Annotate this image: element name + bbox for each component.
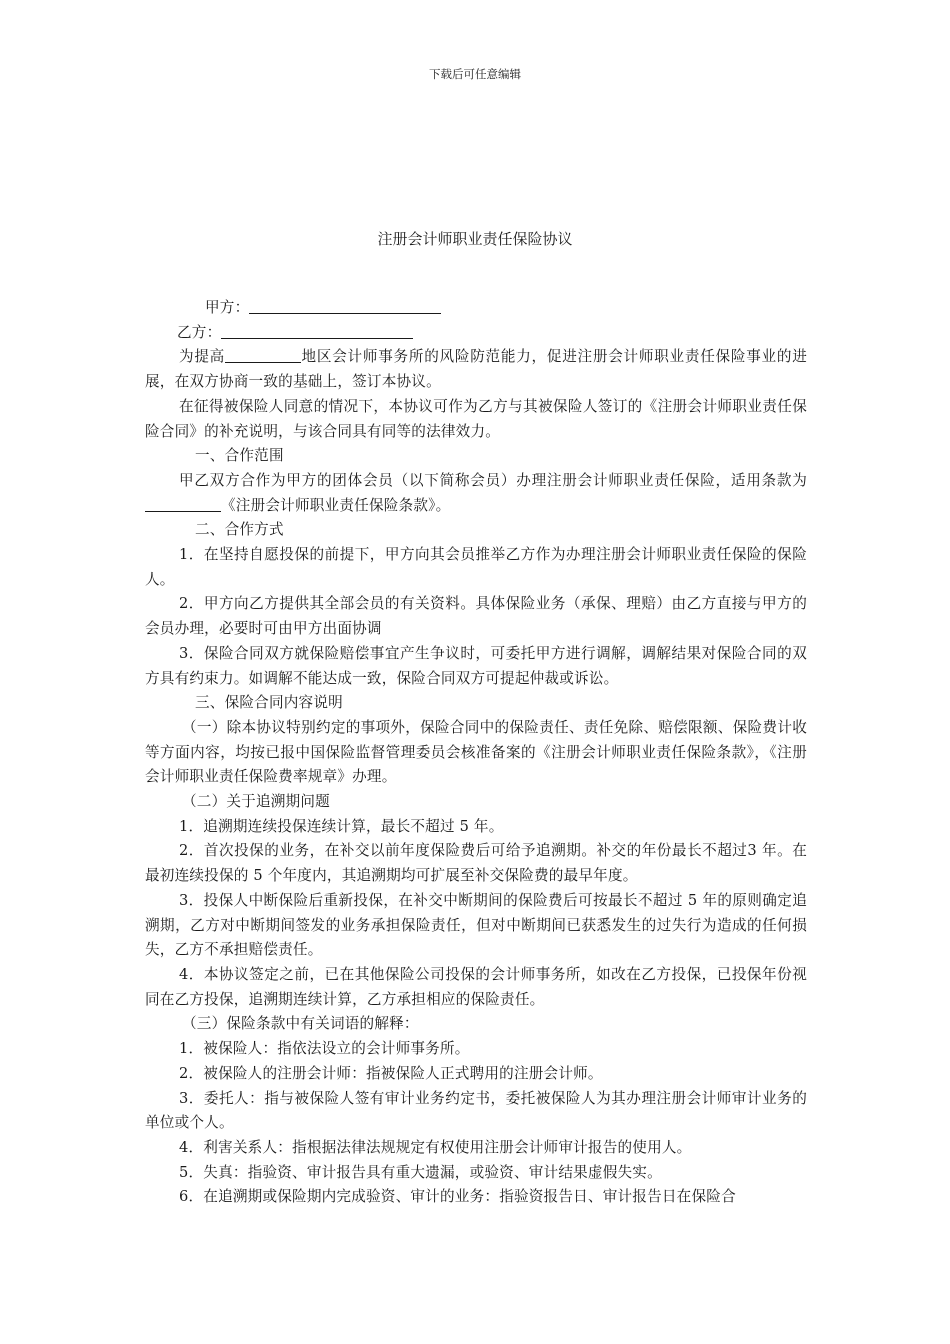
section-3-part-3-item-5: 5．失真：指验资、审计报告具有重大遗漏，或验资、审计结果虚假失实。 [179,1163,662,1181]
section-3-part-2-item-2: 2．首次投保的业务，在补交以前年度保险费后可给予追溯期。补交的年份最长不超过3 年。在最初连续投保的 5 个年度内，其追溯期均可扩展至补交保险费的最早年度。 [145,842,807,885]
party-a-blank [249,298,441,314]
document-title: 注册会计师职业责任保险协议 [377,230,573,248]
page-header: 下载后可任意编辑 [429,67,521,81]
section-3-heading: 三、保险合同内容说明 [195,694,343,712]
section-3-part-2-heading: （二）关于追溯期问题 [182,793,330,811]
section-3-part-3-item-1: 1．被保险人：指依法设立的会计师事务所。 [179,1040,470,1058]
section-2-item-3: 3．保险合同双方就保险赔偿事宜产生争议时，可委托甲方进行调解，调解结果对保险合同的双方具有约束力。如调解不能达成一致，保险合同双方可提起仲裁或诉讼。 [145,644,807,687]
section-1-pre: 甲乙双方合作为甲方的团体会员（以下简称会员）办理注册会计师职业责任保险，适用条款为 [179,471,807,489]
section-3-part-3-item-4: 4．利害关系人：指根据法律法规规定有权使用注册会计师审计报告的使用人。 [179,1138,692,1156]
section-1-post: 《注册会计师职业责任保险条款》。 [221,496,451,514]
party-a-line [145,296,807,321]
section-3-part-3-item-3: 3．委托人：指与被保险人签有审计业务约定书，委托被保险人为其办理注册会计师审计业务的单位或个人。 [145,1089,807,1132]
region-blank [225,347,301,363]
section-3-part-3-heading: （三）保险条款中有关词语的解释： [182,1015,419,1033]
intro-1-pre: 为提高 [179,348,225,366]
party-b-line [145,321,807,346]
section-3-part-3-item-6: 6．在追溯期或保险期内完成验资、审计的业务：指验资报告日、审计报告日在保险合 [179,1188,736,1206]
intro-1-post: 地区会计师事务所的风险防范能力，促进注册会计师职业责任保险事业的进展，在双方协商一致的基础上，签订本协议。 [145,348,807,391]
section-3-part-1: （一）除本协议特别约定的事项外，保险合同中的保险责任、责任免除、赔偿限额、保险费计收等方面内容，均按已报中国保险监督管理委员会核准备案的《注册会计师职业责任保险条款》，《注册会计师职业责任保险费率规章》办理。 [145,718,807,786]
section-3-part-2-item-4: 4．本协议签定之前，已在其他保险公司投保的会计师事务所，如改在乙方投保，已投保年份视同在乙方投保，追溯期连续计算，乙方承担相应的保险责任。 [145,965,807,1008]
section-3-part-2-item-3: 3．投保人中断保险后重新投保，在补交中断期间的保险费后可按最长不超过 5 年的原则确定追溯期，乙方对中断期间签发的业务承担保险责任，但对中断期间已获悉发生的过失行为造成的任何损失，乙方不承担赔偿责任。 [145,891,807,959]
section-2-item-2: 2．甲方向乙方提供其全部会员的有关资料。具体保险业务（承保、理赔）由乙方直接与甲方的会员办理，必要时可由甲方出面协调 [145,595,807,638]
section-3-part-3-item-2: 2．被保险人的注册会计师：指被保险人正式聘用的注册会计师。 [179,1064,603,1082]
party-b-label: 乙方： [177,323,222,341]
section-1-heading: 一、合作范围 [195,447,284,465]
intro-paragraph-2: 在征得被保险人同意的情况下，本协议可作为乙方与其被保险人签订的《注册会计师职业责任保险合同》的补充说明，与该合同具有同等的法律效力。 [145,397,807,440]
section-1-paragraph [145,469,807,518]
document-body [145,296,807,1210]
party-b-blank [221,323,413,339]
section-2-item-1: 1．在坚持自愿投保的前提下，甲方向其会员推举乙方作为办理注册会计师职业责任保险的保险人。 [145,546,807,588]
party-a-label: 甲方： [205,299,250,316]
intro-paragraph-1 [145,345,807,394]
section-3-part-2-item-1: 1．追溯期连续投保连续计算，最长不超过 5 年。 [179,817,504,835]
section-2-heading: 二、合作方式 [195,521,284,539]
clause-blank [145,496,221,512]
